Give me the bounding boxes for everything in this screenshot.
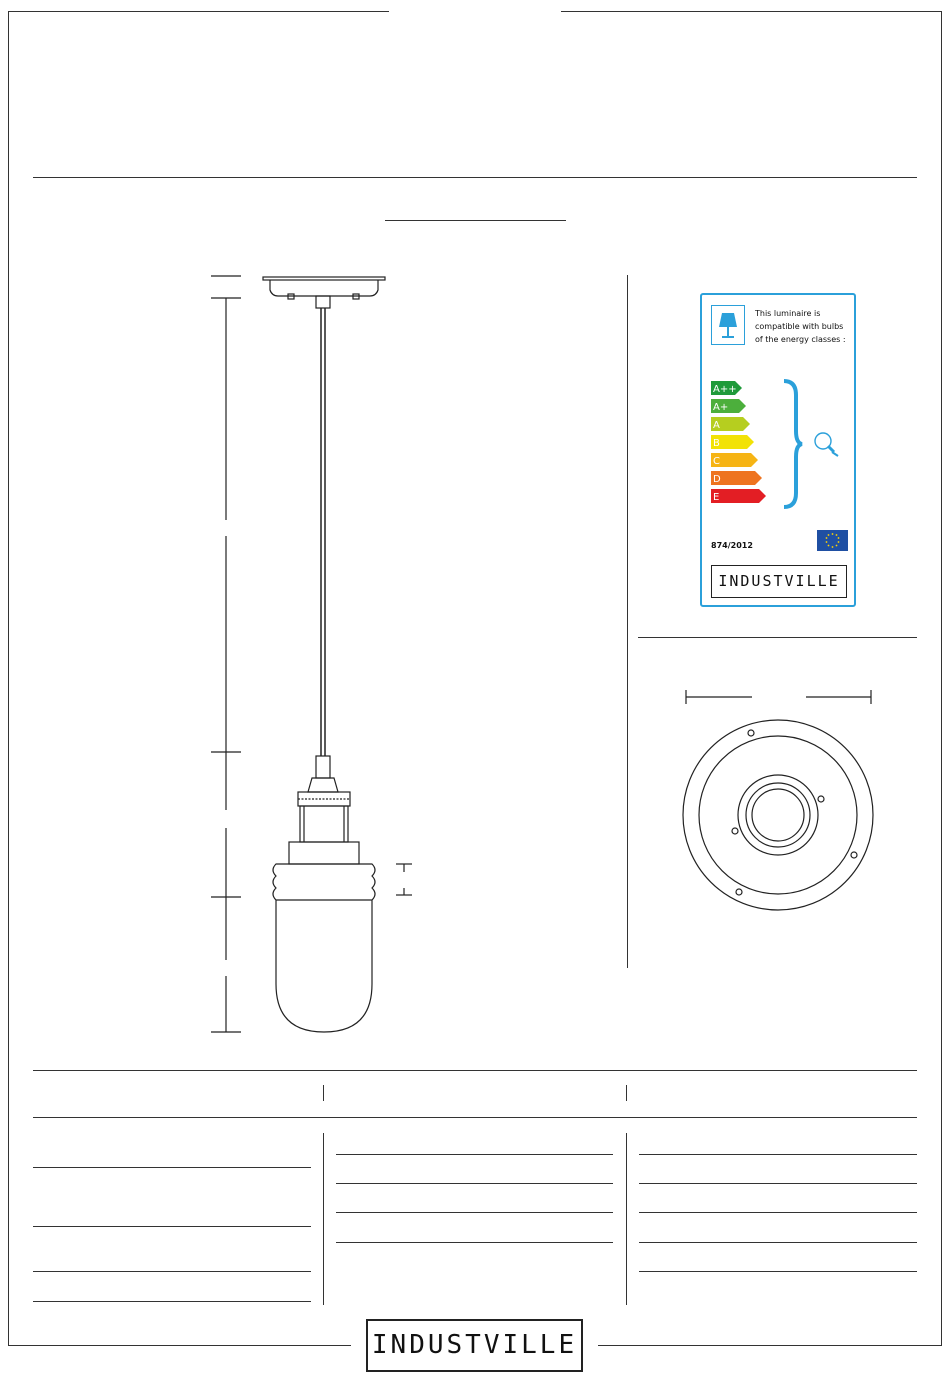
compat-line-3: of the energy classes : <box>755 335 846 344</box>
regulation-number: 874/2012 <box>711 541 753 550</box>
curly-brace <box>780 379 804 509</box>
compat-line-1: This luminaire is <box>755 309 821 318</box>
energy-class-label: D <box>713 474 721 485</box>
energy-class-label: A+ <box>713 402 729 413</box>
bulb-icon <box>812 430 840 460</box>
col3-row-line <box>639 1183 917 1184</box>
col1-row-line <box>33 1167 311 1168</box>
footer-brand-logo: INDUSTVILLE <box>366 1319 583 1372</box>
energy-class-label: A++ <box>713 384 737 395</box>
energy-label <box>700 293 856 607</box>
col2-row-line <box>336 1212 613 1213</box>
col3-row-line <box>639 1242 917 1243</box>
compatibility-text <box>755 307 855 346</box>
energy-class-label: E <box>713 492 720 503</box>
table-top-line <box>33 1070 917 1071</box>
col3-row-line <box>639 1154 917 1155</box>
col3-row-line <box>639 1271 917 1272</box>
table-header-divider-2 <box>626 1085 627 1101</box>
energy-label-brand: INDUSTVILLE <box>711 565 847 598</box>
table-header-line <box>33 1117 917 1118</box>
energy-class-label: A <box>713 420 720 431</box>
energy-class-arrows <box>711 381 781 511</box>
table-header-divider-1 <box>323 1085 324 1101</box>
col2-row-line <box>336 1154 613 1155</box>
col3-row-line <box>639 1212 917 1213</box>
table-col-divider-2 <box>626 1133 627 1305</box>
col2-row-line <box>336 1183 613 1184</box>
col2-row-line <box>336 1242 613 1243</box>
table-col-divider-1 <box>323 1133 324 1305</box>
col1-row-line <box>33 1301 311 1302</box>
energy-class-label: B <box>713 438 720 449</box>
eu-flag-icon <box>817 530 848 551</box>
energy-class-label: C <box>713 456 720 467</box>
lamp-icon <box>711 305 745 345</box>
col1-row-line <box>33 1271 311 1272</box>
col1-row-line <box>33 1226 311 1227</box>
compat-line-2: compatible with bulbs <box>755 322 844 331</box>
